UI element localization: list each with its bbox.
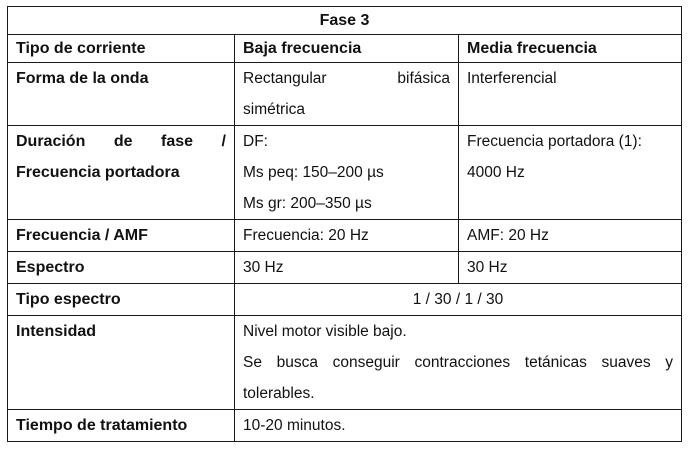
table-row	[8, 410, 682, 442]
cell-line: tolerables.	[243, 385, 315, 402]
cell-intensidad	[235, 316, 682, 410]
cell-line: Ms gr: 200–350 µs	[243, 195, 372, 212]
cell-line: DF:	[243, 133, 268, 150]
header-tipo-corriente: Tipo de corriente	[8, 35, 235, 63]
table-row	[8, 316, 682, 410]
table-row	[8, 252, 682, 284]
cell-line: Nivel motor visible bajo.	[243, 323, 407, 340]
table-title-row	[8, 7, 682, 35]
cell-line: Frecuencia portadora (1):	[467, 133, 642, 150]
cell-baja-duracion-fase	[235, 126, 459, 220]
cell-baja-forma-onda	[235, 63, 459, 126]
table-header-row	[8, 35, 682, 63]
row-label-espectro: Espectro	[8, 252, 235, 284]
cell-media-espectro: 30 Hz	[459, 252, 682, 284]
cell-media-duracion-fase	[459, 126, 682, 220]
row-label-tiempo-tratamiento: Tiempo de tratamiento	[8, 410, 235, 442]
header-baja-frecuencia: Baja frecuencia	[235, 35, 459, 63]
cell-line: Duración de fase /	[16, 133, 226, 150]
row-label-frecuencia-amf: Frecuencia / AMF	[8, 220, 235, 252]
row-label-intensidad: Intensidad	[8, 316, 235, 410]
cell-line: Se busca conseguir contracciones tetánicas suaves y	[243, 354, 673, 371]
cell-media-amf: AMF: 20 Hz	[459, 220, 682, 252]
cell-baja-espectro: 30 Hz	[235, 252, 459, 284]
table-row	[8, 284, 682, 316]
document-table-container	[7, 6, 681, 442]
cell-line: simétrica	[243, 101, 306, 118]
cell-tipo-espectro: 1 / 30 / 1 / 30	[235, 284, 682, 316]
row-label-tipo-espectro: Tipo espectro	[8, 284, 235, 316]
cell-media-forma-onda: Interferencial	[459, 63, 682, 126]
cell-baja-frecuencia: Frecuencia: 20 Hz	[235, 220, 459, 252]
cell-line: 4000 Hz	[467, 164, 525, 181]
table-row	[8, 220, 682, 252]
row-label-duracion-fase	[8, 126, 235, 220]
row-label-forma-onda: Forma de la onda	[8, 63, 235, 126]
cell-tiempo-tratamiento: 10-20 minutos.	[235, 410, 682, 442]
cell-line: Frecuencia portadora	[16, 164, 180, 181]
cell-line: Ms peq: 150–200 µs	[243, 164, 384, 181]
cell-line: Rectangular bifásica	[243, 70, 450, 87]
table-title: Fase 3	[8, 7, 682, 35]
table-row	[8, 126, 682, 220]
table-row	[8, 63, 682, 126]
header-media-frecuencia: Media frecuencia	[459, 35, 682, 63]
fase-3-table	[7, 6, 682, 442]
